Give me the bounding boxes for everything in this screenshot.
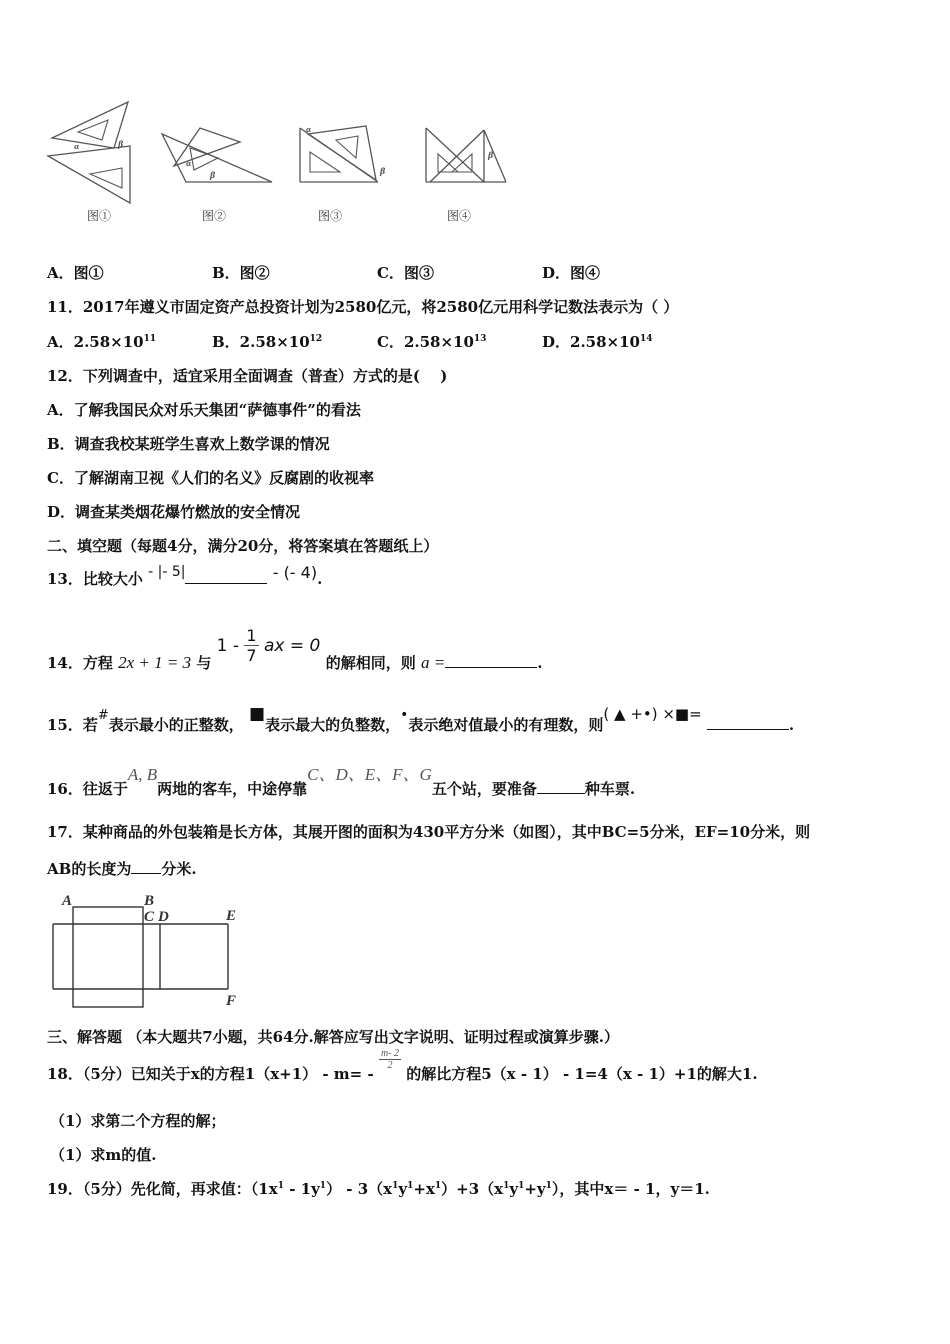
q12-option-a: A．了解我国民众对乐天集团“萨德事件”的看法	[47, 401, 361, 419]
q16: 16．往返于A, B两地的客车，中途停靠C、D、E、F、G五个站，要准备 种车票.	[47, 765, 636, 798]
svg-text:α: α	[306, 125, 312, 134]
q10-option-d: D．图④	[542, 264, 601, 282]
q11-option-a: A．$2.58\times 10^{11}$	[47, 333, 157, 351]
q15: 15．若#表示最小的正整数， ■表示最大的负整数，•表示绝对值最小的有理数，则( ▲ +•) ×■= .	[47, 704, 795, 734]
q18-sub-2: （1）求m的值.	[50, 1146, 157, 1164]
q11-option-d: D．$2.58\times 10^{14}$	[542, 333, 653, 351]
q14: 14．方程 2x + 1 = 3 与 1 - $\frac{1}{7}$ ax = 0 的解相同，则 a = .	[47, 626, 543, 672]
figure-1-caption: 图①	[87, 209, 112, 223]
section-2-heading: 二、填空题（每题4分，满分20分，将答案填在答题纸上）	[47, 537, 439, 555]
svg-text:β: β	[488, 150, 494, 160]
q13-right-expr: - (- 4)	[272, 563, 318, 582]
q16-ab: A, B	[127, 765, 158, 784]
figure-2	[160, 120, 275, 190]
q10-option-b: B．图②	[212, 264, 270, 282]
label-c: C	[144, 909, 155, 925]
figure-4	[420, 124, 515, 189]
q15-sym-square: ■	[249, 704, 266, 724]
label-e: E	[226, 908, 237, 924]
label-d: D	[158, 909, 169, 925]
q14-equation-2: 1 - $\frac{1}{7}$ ax = 0	[216, 626, 321, 665]
q11-option-b: B．$2.58\times 10^{12}$	[212, 333, 323, 351]
svg-text:β: β	[118, 139, 124, 149]
q16-answer-blank	[537, 793, 585, 794]
q16-stations: C、D、E、F、G	[307, 765, 432, 784]
q13-left-expr: - |- 5|	[148, 564, 186, 580]
figure-4-caption: 图④	[447, 209, 472, 223]
q15-sym-hash: #	[97, 708, 109, 723]
label-a: A	[62, 893, 73, 909]
figure-3-caption: 图③	[318, 209, 343, 223]
q10-option-c: C．图③	[377, 264, 434, 282]
q15-answer-blank	[707, 729, 789, 730]
q11-option-c: C．$2.58\times 10^{13}$	[377, 333, 487, 351]
label-b: B	[144, 893, 155, 909]
q18: 18．（5分）已知关于x的方程1（x+1） - m= - $\frac{m- 2}{2}$ 的解比方程5（x - 1） - 1=4（x - 1）+1的解大1.	[47, 1048, 758, 1083]
q11-stem: 11．2017年遵义市固定资产总投资计划为2580亿元，将2580亿元用科学记数法表示为（ ）	[47, 298, 679, 316]
figure-2-caption: 图②	[202, 209, 227, 223]
q18-fraction: $\frac{m- 2}{2}$	[380, 1048, 399, 1071]
section-3-heading: 三、解答题 （本大题共7小题，共64分.解答应写出文字说明、证明过程或演算步骤.）	[47, 1028, 619, 1046]
q12-stem: 12．下列调查中，适宜采用全面调查（普查）方式的是( )	[47, 367, 448, 385]
svg-text:β: β	[380, 166, 386, 176]
q17-answer-blank	[131, 873, 161, 874]
label-f: F	[226, 993, 237, 1009]
figure-3	[296, 122, 391, 187]
q12-option-c: C．了解湖南卫视《人们的名义》反腐剧的收视率	[47, 469, 374, 487]
q12-option-d: D．调查某类烟花爆竹燃放的安全情况	[47, 503, 301, 521]
q14-answer-blank	[445, 667, 537, 668]
q15-sym-dot: •	[400, 707, 409, 723]
svg-text:β: β	[210, 170, 216, 180]
q18-sub-1: （1）求第二个方程的解；	[50, 1112, 226, 1130]
figure-1	[44, 98, 144, 213]
q10-option-a: A．图①	[47, 264, 104, 282]
svg-text:α: α	[186, 159, 192, 168]
q19: 19．（5分）先化简，再求值：$(1x^1 - 1y^1) - 3(x^1y^1+x^1)+3(x^1y^1+y^1)$，其中x＝ - 1，y＝1.	[47, 1180, 710, 1198]
q14-equation-1: 2x + 1 = 3	[118, 652, 192, 672]
q13: 13．比较大小 - |- 5| - (- 4).	[47, 563, 323, 588]
q17-box-net-figure	[48, 890, 248, 1010]
q15-expression: ( ▲ +•) ×■=	[603, 705, 702, 723]
q17-line-2: AB的长度为 分米.	[47, 860, 197, 878]
q17-line-1: 17．某种商品的外包装箱是长方体，其展开图的面积为430平方分米（如图），其中BC=5分米，EF=10分米，则	[47, 823, 811, 841]
svg-text:α: α	[74, 142, 80, 151]
q13-answer-blank	[185, 583, 267, 584]
q12-option-b: B．调查我校某班学生喜欢上数学课的情况	[47, 435, 330, 453]
